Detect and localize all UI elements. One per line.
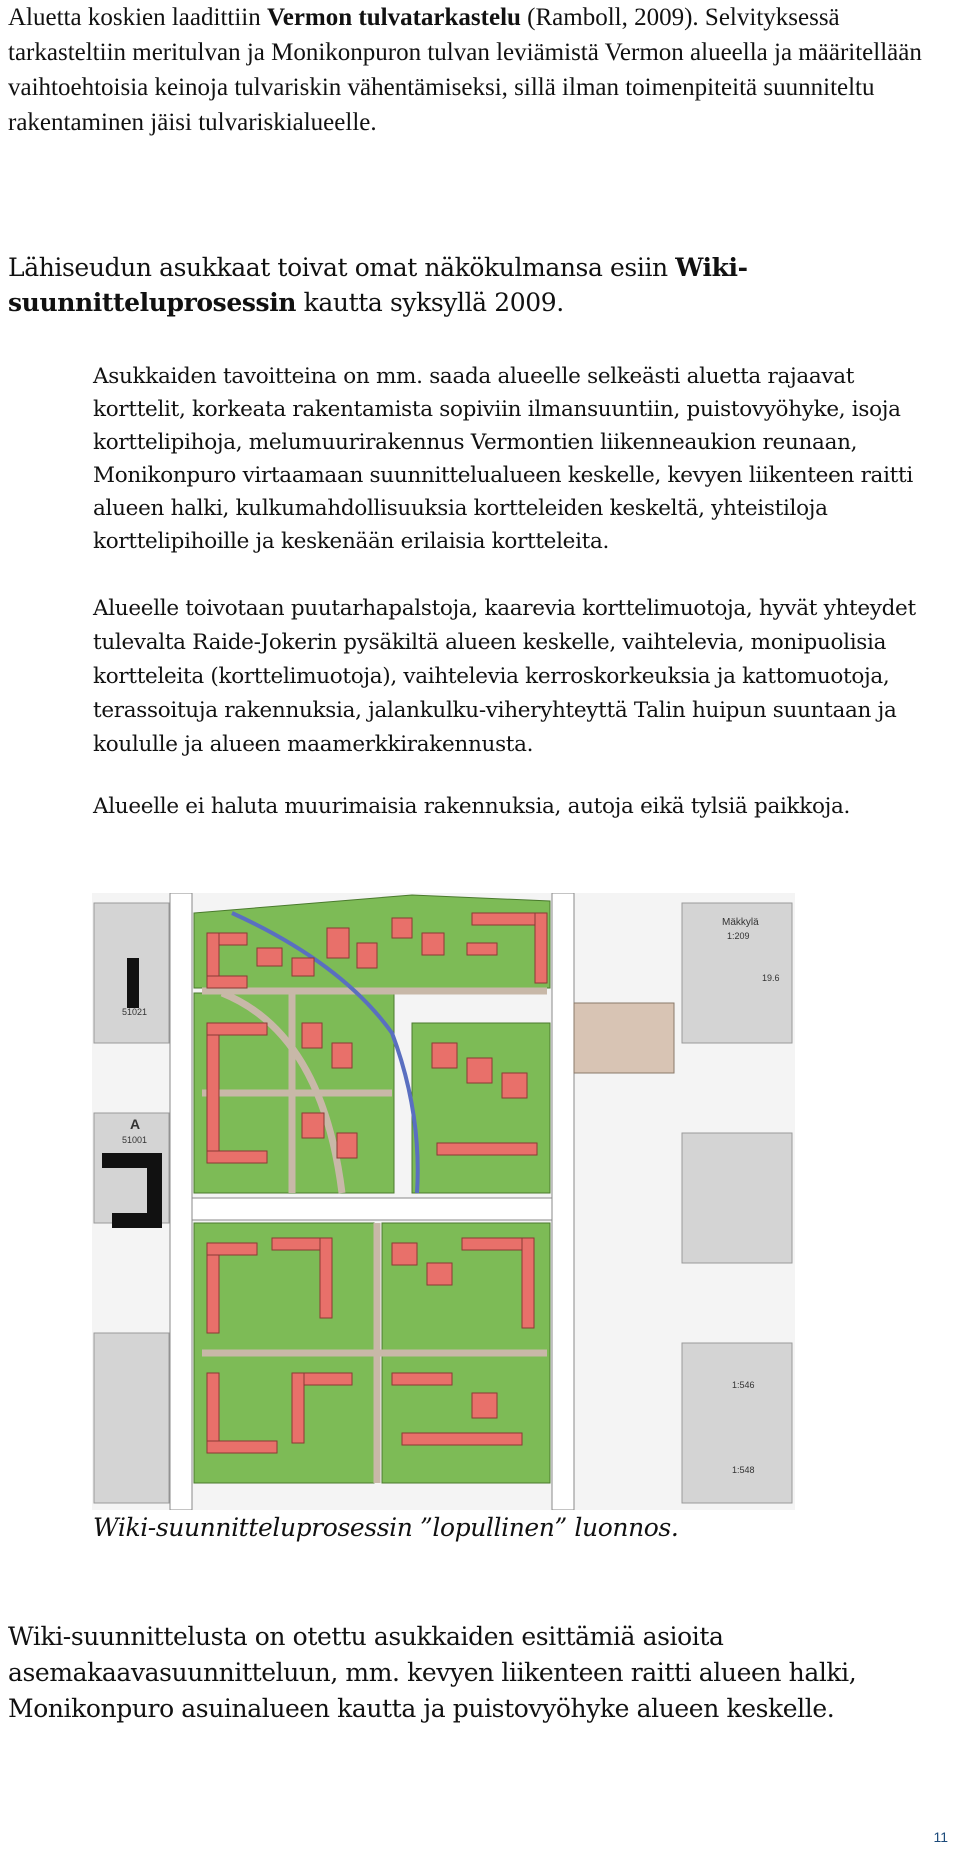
unwanted-paragraph: Alueelle ei haluta muurimaisia rakennuksia, autoja eikä tylsiä paikkoja. xyxy=(93,794,851,819)
text: kautta syksyllä 2009. xyxy=(296,288,564,317)
plaza xyxy=(574,1003,674,1073)
bold-term: Wiki-suunnitteluprosessin xyxy=(8,253,748,317)
text: (Ramboll, 2009). Selvityksessä tarkasteltiin meritulvan ja Monikonpuron tulvan leviämistä Vermon alueella ja määritellään vaihtoehtoisia keinoja tulvariskin vähentämiseksi, sillä ilman toimenpiteitä suunniteltu rakentaminen jäisi tulvariskialueelle. xyxy=(8,4,922,136)
page-number: 11 xyxy=(933,1829,948,1845)
map-label-a: A xyxy=(130,1116,141,1132)
residents-paragraph xyxy=(8,250,952,320)
wishes-paragraph: Alueelle toivotaan puutarhapalstoja, kaarevia korttelimuotoja, hyvät yhteydet tulevalta Raide-Jokerin pysäkiltä alueen keskelle, vaihtelevia, monipuolisia kortteleita (korttelimuotoja), vaihtelevia kerroskorkeuksia ja kattomuotoja, terassoituja rakennuksia, jalankulku-viheryhteyttä Talin huipun suuntaan ja koululle ja alueen maamerkkirakennusta. xyxy=(93,596,916,757)
conclusion-paragraph: Wiki-suunnittelusta on otettu asukkaiden esittämiä asioita asemakaavasuunnitteluun, mm. kevyen liikenteen raitti alueen halki, Monikonpuro asuinalueen kautta ja puistovyöhyke alueen keskelle. xyxy=(8,1622,857,1723)
map-label-1548: 1:548 xyxy=(732,1465,755,1475)
intro-paragraph xyxy=(8,0,952,140)
text: Lähiseudun asukkaat toivat omat näkökulmansa esiin xyxy=(8,253,676,282)
goals-paragraph: Asukkaiden tavoitteina on mm. saada alueelle selkeästi aluetta rajaavat korttelit, korkeata rakentamista sopiviin ilmansuuntiin, puistovyöhyke, isoja korttelipihoja, melumuurirakennus Vermontien liikenneaukion reunaan, Monikonpuro virtaamaan suunnittelualueen keskelle, kevyen liikenteen raitti alueen halki, kulkumahdollisuuksia kortteleiden keskeltä, yhteistiloja korttelipihoille ja keskenään erilaisia kortteleita. xyxy=(93,364,913,554)
map-label-makkyla: Mäkkylä xyxy=(722,917,759,928)
map-label-51021: 51021 xyxy=(122,1007,148,1017)
site-plan-map xyxy=(92,893,795,1510)
figure-caption: Wiki-suunnitteluprosessin ”lopullinen” luonnos. xyxy=(93,1513,679,1542)
map-label-196: 19.6 xyxy=(762,973,780,983)
text: Aluetta koskien laadittiin xyxy=(8,4,267,31)
map-label-1209: 1:209 xyxy=(727,931,750,941)
bold-term: Vermon tulvatarkastelu xyxy=(266,4,521,31)
map-label-51001: 51001 xyxy=(122,1135,148,1145)
map-label-1546: 1:546 xyxy=(732,1380,755,1390)
